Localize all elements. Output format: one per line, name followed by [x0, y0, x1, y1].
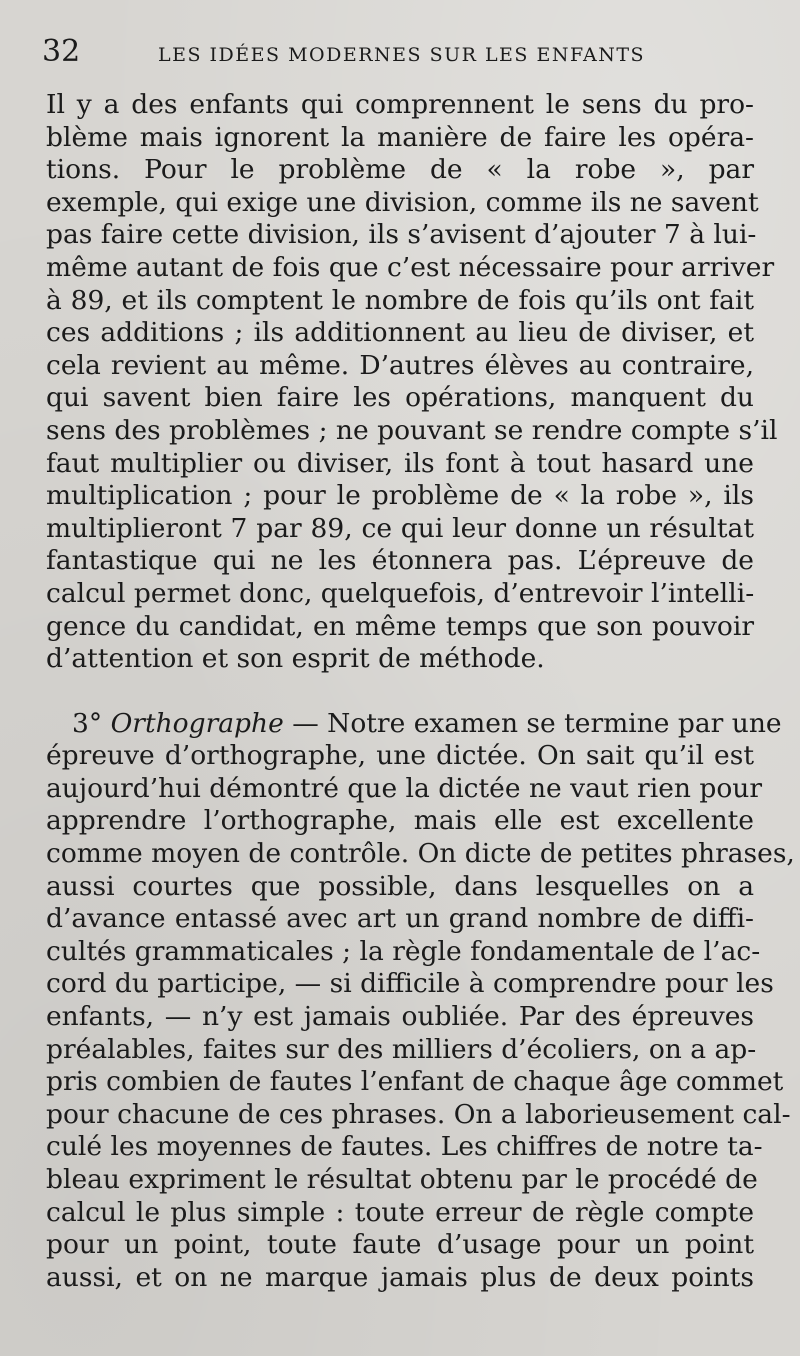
text-line: bleau expriment le résultat obtenu par le procédé de: [46, 1164, 758, 1195]
heading-line-text: — Notre examen se termine par une: [292, 707, 782, 739]
text-line: pas faire cette division, ils s’avisent d’ajouter 7 à lui-: [46, 219, 757, 251]
body-text: [46, 89, 795, 1294]
text-line: pour un point, toute faute d’usage pour un point: [46, 1229, 754, 1261]
text-line: aussi courtes que possible, dans lesquelles on a: [46, 870, 754, 902]
text-line: blème mais ignorent la manière de faire les opéra-: [46, 121, 754, 153]
text-line: d’attention et son esprit de méthode.: [46, 643, 545, 675]
text-line: d’avance entassé avec art un grand nombre de diffi-: [46, 903, 754, 935]
text-line: multiplication ; pour le problème de « la robe », ils: [46, 480, 754, 512]
text-line: même autant de fois que c’est nécessaire pour arriver: [46, 251, 775, 283]
text-line: Il y a des enfants qui comprennent le sens du pro-: [46, 89, 754, 120]
text-line: faut multiplier ou diviser, ils font à tout hasard une: [46, 447, 754, 479]
text-line: ces additions ; ils additionnent au lieu de diviser, et: [46, 317, 754, 349]
text-line: épreuve d’orthographe, une dictée. On sait qu’il est: [46, 740, 754, 772]
text-line: à 89, et ils comptent le nombre de fois qu’ils ont fait: [46, 284, 754, 316]
text-line: cord du participe, — si difficile à comprendre pour les: [46, 968, 774, 1000]
text-line: qui savent bien faire les opérations, manquent du: [46, 382, 754, 414]
text-line: cultés grammaticales ; la règle fondamentale de l’ac-: [46, 935, 761, 967]
text-line: fantastique qui ne les étonnera pas. L’épreuve de: [46, 545, 754, 577]
text-line: pris combien de fautes l’enfant de chaque âge commet: [46, 1066, 784, 1098]
text-line: apprendre l’orthographe, mais elle est excellente: [46, 805, 754, 837]
text-line: sens des problèmes ; ne pouvant se rendre compte s’il: [46, 414, 778, 446]
text-line: calcul permet donc, quelquefois, d’entrevoir l’intelli-: [46, 577, 755, 609]
running-title: LES IDÉES MODERNES SUR LES ENFANTS: [158, 44, 646, 66]
text-line: multiplieront 7 par 89, ce qui leur donne un résultat: [46, 512, 754, 544]
paragraph-orthographe: [46, 707, 795, 1295]
text-line: tions. Pour le problème de « la robe », par: [46, 154, 754, 186]
page-number: 32: [42, 34, 81, 69]
text-line: préalables, faites sur des milliers d’écoliers, on a ap-: [46, 1033, 757, 1065]
section-number: 3°: [72, 707, 103, 739]
text-line: enfants, — n’y est jamais oubliée. Par des épreuves: [46, 1001, 754, 1033]
section-heading: Orthographe: [110, 707, 284, 739]
text-line: exemple, qui exige une division, comme ils ne savent: [46, 186, 759, 218]
text-line: comme moyen de contrôle. On dicte de petites phrases,: [46, 838, 795, 870]
text-line: culé les moyennes de fautes. Les chiffres de notre ta-: [46, 1131, 763, 1163]
paragraph-gap: [46, 676, 754, 708]
text-line: cela revient au même. D’autres élèves au contraire,: [46, 349, 754, 381]
paragraph-calcul: [46, 89, 778, 676]
text-line: gence du candidat, en même temps que son pouvoir: [46, 610, 754, 642]
section-heading-line: [46, 707, 782, 741]
text-line: aussi, et on ne marque jamais plus de deux points: [46, 1261, 754, 1293]
text-line: pour chacune de ces phrases. On a laborieusement cal-: [46, 1098, 791, 1130]
text-line: aujourd’hui démontré que la dictée ne vaut rien pour: [46, 772, 763, 804]
page-header: [42, 34, 758, 74]
text-line: calcul le plus simple : toute erreur de règle compte: [46, 1196, 754, 1228]
